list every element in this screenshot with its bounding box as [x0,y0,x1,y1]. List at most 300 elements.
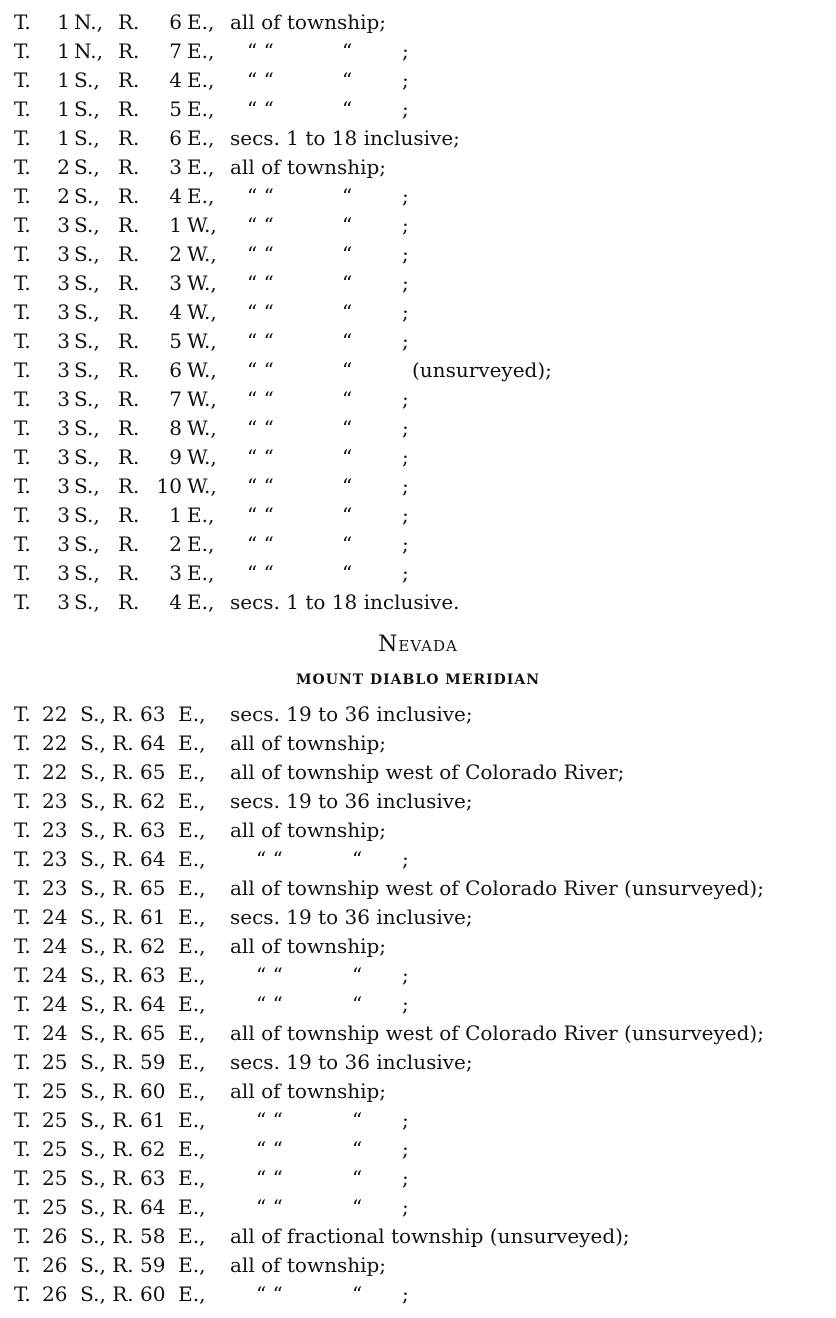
township-direction: S., [74,213,100,237]
township-label: T. [14,963,31,987]
range-number: 9 [169,445,182,469]
township-range: 23 S., R. 62 E., [42,789,206,813]
township-label: T. [14,992,31,1016]
township-label: T. [14,876,31,900]
ditto-mark: “ [342,300,353,324]
township-label: T. [14,1195,31,1219]
ditto-mark: “ [342,387,353,411]
township-number: 3 [57,416,70,440]
range-label: R. [118,213,140,237]
ditto-mark: “ “ [256,1195,283,1219]
description: all of fractional township (unsurveyed); [230,1224,630,1248]
range-number: 3 [169,561,182,585]
range-number: 4 [169,184,182,208]
township-row [0,1048,836,1077]
note: (unsurveyed); [412,358,552,382]
semicolon: ; [402,445,409,469]
township-row [0,1280,836,1309]
township-label: T. [14,702,31,726]
range-label: R. [118,184,140,208]
ditto-mark: “ “ [247,387,274,411]
township-label: T. [14,1166,31,1190]
township-number: 3 [57,532,70,556]
description: secs. 19 to 36 inclusive; [230,905,473,929]
township-row [0,414,836,443]
range-direction: W., [187,416,217,440]
township-label: T. [14,760,31,784]
township-range: 23 S., R. 65 E., [42,876,206,900]
range-label: R. [118,10,140,34]
ditto-mark: “ [342,358,353,382]
ditto-mark: “ “ [256,1166,283,1190]
township-label: T. [14,1282,31,1306]
ditto-mark: “ [352,963,363,987]
nevada-township-list [0,700,836,1309]
description: all of township; [230,818,387,842]
description: all of township; [230,1079,387,1103]
township-direction: N., [74,10,103,34]
township-range: 26 S., R. 59 E., [42,1253,206,1277]
township-number: 3 [57,213,70,237]
township-range: 22 S., R. 64 E., [42,731,206,755]
ditto-mark: “ “ [247,68,274,92]
semicolon: ; [402,992,409,1016]
ditto-mark: “ “ [247,271,274,295]
ditto-mark: “ “ [256,1282,283,1306]
ditto-mark: “ “ [247,213,274,237]
ditto-mark: “ “ [247,532,274,556]
township-range: 23 S., R. 63 E., [42,818,206,842]
ditto-mark: “ “ [247,358,274,382]
ditto-mark: “ [352,847,363,871]
ditto-mark: “ [342,39,353,63]
township-row [0,1135,836,1164]
ditto-mark: “ [342,445,353,469]
township-row [0,385,836,414]
description: secs. 19 to 36 inclusive; [230,789,473,813]
ditto-mark: “ “ [247,416,274,440]
township-row [0,8,836,37]
township-range: 25 S., R. 62 E., [42,1137,206,1161]
range-number: 6 [169,126,182,150]
ditto-mark: “ “ [256,1108,283,1132]
township-row [0,961,836,990]
township-direction: S., [74,184,100,208]
semicolon: ; [402,503,409,527]
township-row [0,1222,836,1251]
semicolon: ; [402,1166,409,1190]
township-row [0,530,836,559]
township-number: 1 [57,97,70,121]
township-label: T. [14,10,31,34]
range-number: 7 [169,39,182,63]
description: all of township; [230,10,387,34]
ditto-mark: “ “ [247,503,274,527]
range-number: 2 [169,532,182,556]
township-label: T. [14,818,31,842]
township-direction: S., [74,503,100,527]
township-number: 2 [57,184,70,208]
range-label: R. [118,126,140,150]
township-row [0,990,836,1019]
ditto-mark: “ “ [247,184,274,208]
semicolon: ; [402,39,409,63]
semicolon: ; [402,1108,409,1132]
township-row [0,66,836,95]
township-label: T. [14,1224,31,1248]
township-label: T. [14,416,31,440]
description: all of township west of Colorado River; [230,760,625,784]
semicolon: ; [402,97,409,121]
township-label: T. [14,1137,31,1161]
township-range: 22 S., R. 63 E., [42,702,206,726]
township-number: 3 [57,329,70,353]
california-township-list [0,8,836,617]
range-number: 3 [169,271,182,295]
range-direction: W., [187,387,217,411]
township-row [0,153,836,182]
township-row [0,758,836,787]
township-row [0,559,836,588]
description: secs. 19 to 36 inclusive; [230,1050,473,1074]
township-row [0,1251,836,1280]
township-number: 1 [57,126,70,150]
range-number: 5 [169,329,182,353]
range-number: 4 [169,590,182,614]
ditto-mark: “ [342,213,353,237]
semicolon: ; [402,329,409,353]
semicolon: ; [402,300,409,324]
township-row [0,1019,836,1048]
ditto-mark: “ [342,532,353,556]
township-direction: S., [74,416,100,440]
township-row [0,182,836,211]
range-number: 1 [169,213,182,237]
ditto-mark: “ [342,184,353,208]
range-number: 1 [169,503,182,527]
semicolon: ; [402,1282,409,1306]
ditto-mark: “ “ [247,242,274,266]
township-row [0,874,836,903]
range-label: R. [118,387,140,411]
township-label: T. [14,184,31,208]
township-label: T. [14,731,31,755]
range-direction: W., [187,242,217,266]
township-label: T. [14,155,31,179]
range-label: R. [118,39,140,63]
township-row [0,124,836,153]
township-row [0,95,836,124]
range-direction: E., [187,532,215,556]
township-row [0,700,836,729]
township-range: 26 S., R. 58 E., [42,1224,206,1248]
township-label: T. [14,561,31,585]
township-row [0,298,836,327]
township-number: 2 [57,155,70,179]
range-direction: E., [187,68,215,92]
ditto-mark: “ [352,1282,363,1306]
range-direction: E., [187,155,215,179]
range-direction: E., [187,97,215,121]
township-direction: S., [74,561,100,585]
township-label: T. [14,329,31,353]
semicolon: ; [402,474,409,498]
township-row [0,240,836,269]
township-range: 22 S., R. 65 E., [42,760,206,784]
township-row [0,932,836,961]
ditto-mark: “ “ [247,39,274,63]
township-row [0,729,836,758]
township-range: 23 S., R. 64 E., [42,847,206,871]
township-range: 24 S., R. 65 E., [42,1021,206,1045]
township-direction: S., [74,97,100,121]
township-range: 25 S., R. 63 E., [42,1166,206,1190]
ditto-mark: “ “ [256,963,283,987]
range-number: 2 [169,242,182,266]
ditto-mark: “ “ [247,561,274,585]
township-direction: S., [74,242,100,266]
township-row [0,1164,836,1193]
description: secs. 1 to 18 inclusive; [230,126,460,150]
township-row [0,37,836,66]
description: all of township; [230,731,387,755]
township-direction: S., [74,358,100,382]
township-label: T. [14,68,31,92]
semicolon: ; [402,963,409,987]
township-direction: S., [74,387,100,411]
semicolon: ; [402,242,409,266]
township-row [0,443,836,472]
range-label: R. [118,68,140,92]
township-label: T. [14,1108,31,1132]
range-direction: W., [187,271,217,295]
semicolon: ; [402,184,409,208]
township-row [0,845,836,874]
township-number: 3 [57,242,70,266]
township-label: T. [14,39,31,63]
township-number: 1 [57,68,70,92]
range-number: 10 [156,474,182,498]
ditto-mark: “ “ [247,97,274,121]
township-label: T. [14,300,31,324]
ditto-mark: “ [342,242,353,266]
township-direction: S., [74,68,100,92]
range-direction: W., [187,329,217,353]
semicolon: ; [402,416,409,440]
township-label: T. [14,126,31,150]
range-label: R. [118,97,140,121]
township-number: 3 [57,387,70,411]
semicolon: ; [402,271,409,295]
ditto-mark: “ [342,503,353,527]
range-number: 4 [169,300,182,324]
semicolon: ; [402,561,409,585]
ditto-mark: “ [342,97,353,121]
township-row [0,588,836,617]
ditto-mark: “ “ [256,992,283,1016]
range-direction: W., [187,445,217,469]
township-direction: S., [74,126,100,150]
ditto-mark: “ “ [247,445,274,469]
township-row [0,816,836,845]
range-label: R. [118,329,140,353]
range-direction: W., [187,474,217,498]
township-number: 3 [57,590,70,614]
township-row [0,327,836,356]
semicolon: ; [402,68,409,92]
range-label: R. [118,474,140,498]
ditto-mark: “ [352,1166,363,1190]
range-number: 5 [169,97,182,121]
township-label: T. [14,242,31,266]
township-label: T. [14,474,31,498]
township-label: T. [14,532,31,556]
ditto-mark: “ [342,68,353,92]
township-row [0,211,836,240]
township-number: 3 [57,445,70,469]
ditto-mark: “ “ [256,847,283,871]
range-direction: E., [187,126,215,150]
township-row [0,501,836,530]
township-row [0,1106,836,1135]
township-range: 25 S., R. 59 E., [42,1050,206,1074]
township-range: 24 S., R. 61 E., [42,905,206,929]
range-direction: W., [187,358,217,382]
township-row [0,1077,836,1106]
township-label: T. [14,97,31,121]
semicolon: ; [402,847,409,871]
township-label: T. [14,213,31,237]
township-label: T. [14,847,31,871]
township-label: T. [14,934,31,958]
range-number: 7 [169,387,182,411]
range-number: 4 [169,68,182,92]
township-label: T. [14,905,31,929]
ditto-mark: “ “ [247,474,274,498]
ditto-mark: “ “ [247,329,274,353]
township-direction: S., [74,271,100,295]
range-label: R. [118,590,140,614]
township-number: 3 [57,503,70,527]
ditto-mark: “ “ [247,300,274,324]
range-label: R. [118,155,140,179]
range-number: 6 [169,358,182,382]
township-number: 1 [57,39,70,63]
description: all of township west of Colorado River (unsurveyed); [230,1021,764,1045]
township-direction: S., [74,155,100,179]
township-range: 25 S., R. 61 E., [42,1108,206,1132]
township-label: T. [14,503,31,527]
ditto-mark: “ [352,1195,363,1219]
range-label: R. [118,561,140,585]
township-direction: S., [74,445,100,469]
semicolon: ; [402,532,409,556]
township-label: T. [14,358,31,382]
ditto-mark: “ [342,271,353,295]
range-number: 6 [169,10,182,34]
township-label: T. [14,1079,31,1103]
ditto-mark: “ [342,329,353,353]
range-direction: E., [187,590,215,614]
township-label: T. [14,445,31,469]
ditto-mark: “ “ [256,1137,283,1161]
township-label: T. [14,387,31,411]
range-label: R. [118,300,140,324]
description: all of township; [230,1253,387,1277]
range-label: R. [118,532,140,556]
semicolon: ; [402,387,409,411]
range-number: 3 [169,155,182,179]
description: all of township; [230,934,387,958]
township-direction: N., [74,39,103,63]
township-row [0,787,836,816]
township-label: T. [14,1253,31,1277]
township-direction: S., [74,590,100,614]
township-number: 1 [57,10,70,34]
range-label: R. [118,503,140,527]
township-direction: S., [74,532,100,556]
ditto-mark: “ [342,561,353,585]
township-direction: S., [74,329,100,353]
township-range: 24 S., R. 62 E., [42,934,206,958]
ditto-mark: “ [352,1137,363,1161]
township-range: 25 S., R. 64 E., [42,1195,206,1219]
semicolon: ; [402,213,409,237]
township-number: 3 [57,474,70,498]
range-label: R. [118,416,140,440]
township-row [0,356,836,385]
township-number: 3 [57,358,70,382]
range-direction: W., [187,300,217,324]
description: all of township; [230,155,387,179]
township-range: 24 S., R. 64 E., [42,992,206,1016]
description: secs. 1 to 18 inclusive. [230,590,460,614]
township-label: T. [14,789,31,813]
township-number: 3 [57,561,70,585]
description: all of township west of Colorado River (unsurveyed); [230,876,764,900]
township-range: 25 S., R. 60 E., [42,1079,206,1103]
township-number: 3 [57,271,70,295]
township-direction: S., [74,300,100,324]
range-direction: E., [187,561,215,585]
semicolon: ; [402,1195,409,1219]
range-label: R. [118,271,140,295]
range-label: R. [118,445,140,469]
township-label: T. [14,271,31,295]
description: secs. 19 to 36 inclusive; [230,702,473,726]
township-label: T. [14,590,31,614]
range-number: 8 [169,416,182,440]
range-direction: W., [187,213,217,237]
township-direction: S., [74,474,100,498]
township-row [0,1193,836,1222]
range-direction: E., [187,503,215,527]
range-direction: E., [187,184,215,208]
ditto-mark: “ [352,1108,363,1132]
meridian-heading: MOUNT DIABLO MERIDIAN [296,672,540,688]
ditto-mark: “ [342,474,353,498]
ditto-mark: “ [342,416,353,440]
state-heading: Nevada [378,632,458,657]
semicolon: ; [402,1137,409,1161]
township-label: T. [14,1021,31,1045]
ditto-mark: “ [352,992,363,1016]
township-row [0,269,836,298]
range-direction: E., [187,39,215,63]
township-range: 26 S., R. 60 E., [42,1282,206,1306]
township-range: 24 S., R. 63 E., [42,963,206,987]
range-label: R. [118,242,140,266]
